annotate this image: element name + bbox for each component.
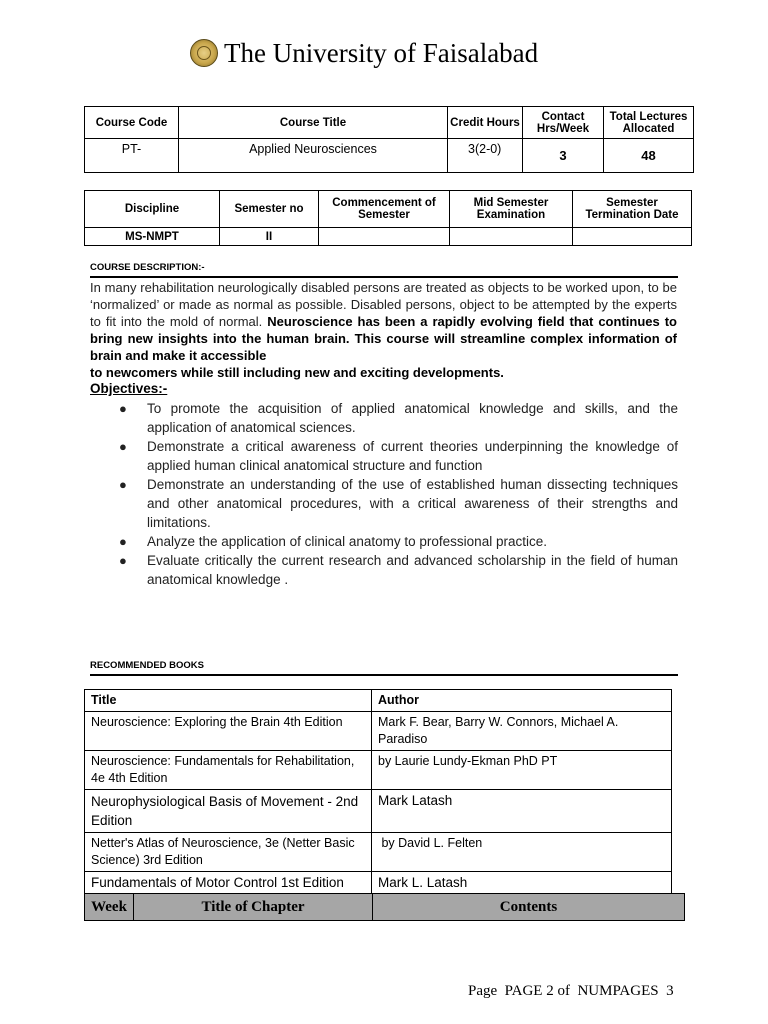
bullet-icon: ● — [119, 401, 127, 416]
objectives-label: Objectives:- — [90, 381, 168, 396]
mid-semester-value — [450, 228, 573, 246]
objectives-list — [112, 399, 678, 589]
semester-schedule-table — [84, 190, 692, 246]
table-row — [85, 790, 672, 833]
table-row — [85, 872, 672, 894]
books-header-title: Title — [85, 690, 372, 712]
list-item: ● Analyze the application of clinical anatomy to professional practice. — [119, 534, 547, 549]
course-description-rule — [90, 276, 678, 278]
book-author: by Laurie Lundy-Ekman PhD PT — [372, 751, 672, 790]
list-item: ● Evaluate critically the current research and advanced scholarship in the field of human anatomical knowledge . — [119, 553, 678, 587]
bullet-icon: ● — [119, 477, 127, 492]
description-bold-text: Neuroscience has been a rapidly evolving field that continues to bring new insights into the human brain. This course will streamline complex information of brain and make it accessible — [90, 314, 677, 363]
table-row — [85, 712, 672, 751]
course-description-text — [90, 279, 677, 381]
weekly-plan-table — [84, 893, 685, 921]
commencement-value — [319, 228, 450, 246]
header-mid-semester: Mid Semester Examination — [450, 191, 573, 228]
contents-header: Contents — [373, 894, 685, 921]
credit-hours: 3(2-0) — [448, 139, 523, 173]
contact-hours: 3 — [523, 139, 604, 173]
recommended-books-label: RECOMMENDED BOOKS — [90, 660, 205, 671]
bullet-icon: ● — [119, 553, 127, 568]
header-course-title: Course Title — [179, 107, 448, 139]
book-author: Mark F. Bear, Barry W. Connors, Michael A. Paradiso — [372, 712, 672, 751]
header-discipline: Discipline — [85, 191, 220, 228]
book-title: Neuroscience: Exploring the Brain 4th Edition — [85, 712, 372, 751]
book-title: Neurophysiological Basis of Movement - 2nd Edition — [85, 790, 372, 833]
header-credit-hours: Credit Hours — [448, 107, 523, 139]
total-lectures: 48 — [604, 139, 694, 173]
book-title: Netter's Atlas of Neuroscience, 3e (Netter Basic Science) 3rd Edition — [85, 833, 372, 872]
bullet-icon: ● — [119, 534, 127, 549]
chapter-title-header: Title of Chapter — [134, 894, 373, 921]
book-author: by David L. Felten — [372, 833, 672, 872]
header-semester-no: Semester no — [220, 191, 319, 228]
week-header: Week — [85, 894, 134, 921]
list-item: ● Demonstrate an understanding of the use of established human dissecting techniques and other anatomical procedures, with a critical awareness of their strengths and limitations. — [119, 477, 678, 530]
header-total-lectures: Total Lectures Allocated — [604, 107, 694, 139]
header-termination-date: Semester Termination Date — [573, 191, 692, 228]
description-normal-text: In many rehabilitation neurologically disabled persons are treated as objects to be worked upon, to be ‘normalized’ or made as normal as possible. Disabled persons, object to be attempted by the experts to fit into the mold of normal. — [90, 280, 677, 329]
page-footer: Page PAGE 2 of NUMPAGES 3 — [468, 983, 674, 999]
header-course-code: Course Code — [85, 107, 179, 139]
bullet-icon: ● — [119, 439, 127, 454]
recommended-books-rule — [90, 674, 678, 676]
list-item: ● Demonstrate a critical awareness of current theories underpinning the knowledge of applied human clinical anatomical structure and function — [119, 439, 678, 473]
table-row — [85, 833, 672, 872]
header-contact-hours: Contact Hrs/Week — [523, 107, 604, 139]
book-author: Mark Latash — [372, 790, 672, 833]
book-title: Fundamentals of Motor Control 1st Edition — [85, 872, 372, 894]
book-author: Mark L. Latash — [372, 872, 672, 894]
course-description-label: COURSE DESCRIPTION:- — [90, 262, 205, 273]
semester-no-value: II — [220, 228, 319, 246]
table-row — [85, 751, 672, 790]
description-bold-text-2: to newcomers while still including new and exciting developments. — [90, 365, 504, 380]
page-header — [0, 34, 768, 74]
recommended-books-table — [84, 689, 672, 894]
termination-date-value — [573, 228, 692, 246]
university-seal-icon — [190, 39, 218, 67]
list-item: ● To promote the acquisition of applied anatomical knowledge and skills, and the application of anatomical sciences. — [119, 401, 678, 435]
header-commencement: Commencement of Semester — [319, 191, 450, 228]
course-title: Applied Neurosciences — [179, 139, 448, 173]
university-title: The University of Faisalabad — [224, 38, 539, 68]
books-header-author: Author — [372, 690, 672, 712]
book-title: Neuroscience: Fundamentals for Rehabilitation, 4e 4th Edition — [85, 751, 372, 790]
course-info-table — [84, 106, 694, 173]
course-code: PT- — [85, 139, 179, 173]
discipline-value: MS-NMPT — [85, 228, 220, 246]
